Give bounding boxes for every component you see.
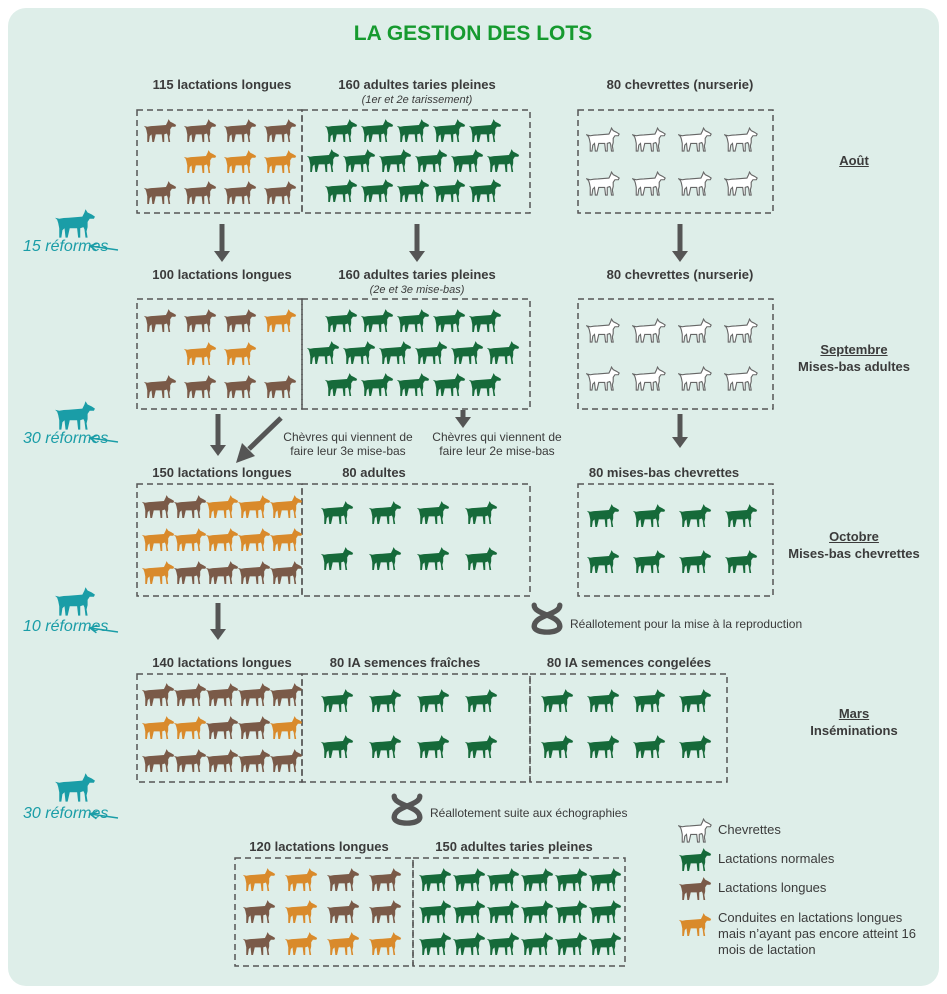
normal-goat-icon	[469, 309, 501, 332]
normal-goat-icon	[465, 501, 497, 524]
normal-goat-icon	[725, 504, 757, 527]
conduite-goat-icon	[238, 528, 270, 551]
normal-goat-icon	[321, 547, 353, 570]
conduite-goat-icon	[142, 716, 174, 739]
normal-goat-icon	[419, 900, 451, 923]
legend-label-longue: Lactations longues	[718, 880, 827, 895]
longue-goat-icon	[144, 119, 176, 142]
normal-goat-icon	[453, 900, 485, 923]
longue-goat-icon	[224, 181, 256, 204]
normal-goat-icon	[679, 735, 711, 758]
conduite-goat-icon	[238, 495, 270, 518]
normal-goat-icon	[307, 341, 339, 364]
normal-goat-icon	[679, 848, 711, 871]
normal-goat-icon	[633, 735, 665, 758]
normal-goat-icon	[633, 689, 665, 712]
longue-goat-icon	[243, 932, 275, 955]
reforme-goat-icon	[55, 587, 95, 615]
month-label: Octobre Mises-bas chevrettes	[788, 529, 920, 561]
normal-goat-icon	[397, 119, 429, 142]
conduite-goat-icon	[142, 561, 174, 584]
normal-goat-icon	[521, 868, 553, 891]
group-box	[530, 674, 727, 782]
normal-goat-icon	[415, 149, 447, 172]
reforme-goat-icon	[55, 773, 95, 801]
normal-goat-icon	[419, 932, 451, 955]
reforme-goat-icon	[55, 401, 95, 429]
longue-goat-icon	[174, 561, 206, 584]
conduite-goat-icon	[285, 868, 317, 891]
normal-goat-icon	[379, 149, 411, 172]
conduite-goat-icon	[369, 932, 401, 955]
chevrette-goat-icon	[725, 128, 757, 151]
normal-goat-icon	[589, 900, 621, 923]
normal-goat-icon	[587, 504, 619, 527]
normal-goat-icon	[521, 900, 553, 923]
normal-goat-icon	[417, 501, 449, 524]
reforme-label: 30 réformes	[23, 805, 109, 822]
normal-goat-icon	[415, 341, 447, 364]
group-label: 100 lactations longues	[152, 267, 292, 282]
longue-goat-icon	[369, 900, 401, 923]
chevrette-goat-icon	[633, 128, 665, 151]
reforme-label: 15 réformes	[23, 238, 109, 255]
longue-goat-icon	[184, 309, 216, 332]
chevrette-goat-icon	[679, 128, 711, 151]
conduite-goat-icon	[270, 528, 302, 551]
normal-goat-icon	[369, 735, 401, 758]
chevrette-goat-icon	[587, 319, 619, 342]
legend-label-normal: Lactations normales	[718, 851, 835, 866]
conduite-goat-icon	[174, 716, 206, 739]
conduite-goat-icon	[224, 150, 256, 173]
conduite-goat-icon	[184, 150, 216, 173]
month-label: Septembre Mises-bas adultes	[798, 342, 910, 374]
chevrette-goat-icon	[587, 367, 619, 390]
goat-icons	[55, 119, 757, 955]
longue-goat-icon	[184, 375, 216, 398]
conduite-goat-icon	[174, 528, 206, 551]
longue-goat-icon	[264, 119, 296, 142]
longue-goat-icon	[224, 375, 256, 398]
normal-goat-icon	[555, 900, 587, 923]
diagram-title: LA GESTION DES LOTS	[353, 22, 593, 45]
group-box	[302, 484, 530, 596]
normal-goat-icon	[419, 868, 451, 891]
group-label: 80 adultes	[342, 465, 406, 480]
normal-goat-icon	[325, 179, 357, 202]
normal-goat-icon	[321, 689, 353, 712]
longue-goat-icon	[184, 119, 216, 142]
conduite-goat-icon	[224, 342, 256, 365]
normal-goat-icon	[589, 932, 621, 955]
normal-goat-icon	[343, 341, 375, 364]
longue-goat-icon	[270, 749, 302, 772]
group-label: 140 lactations longues	[152, 655, 292, 670]
normal-goat-icon	[521, 932, 553, 955]
conduite-goat-icon	[184, 342, 216, 365]
longue-goat-icon	[144, 309, 176, 332]
chevrette-goat-icon	[725, 367, 757, 390]
normal-goat-icon	[541, 735, 573, 758]
longue-goat-icon	[144, 375, 176, 398]
normal-goat-icon	[587, 689, 619, 712]
group-label: 150 lactations longues	[152, 465, 292, 480]
normal-goat-icon	[325, 309, 357, 332]
normal-goat-icon	[379, 341, 411, 364]
flow-arrow-head	[214, 251, 230, 262]
conduite-goat-icon	[142, 528, 174, 551]
note-second-birth: Chèvres qui viennent de faire leur 2e mise-bas	[432, 430, 562, 458]
flow-arrow-head	[672, 437, 688, 448]
normal-goat-icon	[361, 309, 393, 332]
longue-goat-icon	[174, 495, 206, 518]
month-label: Août	[839, 153, 869, 168]
longue-goat-icon	[369, 868, 401, 891]
longue-goat-icon	[142, 749, 174, 772]
normal-goat-icon	[555, 868, 587, 891]
group-label: 160 adultes taries pleines	[338, 77, 496, 92]
group-label: 80 IA semences congelées	[546, 655, 712, 670]
chevrette-goat-icon	[587, 172, 619, 195]
normal-goat-icon	[541, 689, 573, 712]
normal-goat-icon	[397, 373, 429, 396]
group-box	[578, 110, 773, 213]
normal-goat-icon	[453, 932, 485, 955]
conduite-goat-icon	[270, 716, 302, 739]
longue-goat-icon	[142, 683, 174, 706]
longue-goat-icon	[224, 309, 256, 332]
longue-goat-icon	[184, 181, 216, 204]
group-label: 150 adultes taries pleines	[435, 839, 593, 854]
longue-goat-icon	[144, 181, 176, 204]
normal-goat-icon	[587, 735, 619, 758]
normal-goat-icon	[361, 179, 393, 202]
longue-goat-icon	[264, 181, 296, 204]
reforme-label: 30 réformes	[23, 430, 109, 447]
normal-goat-icon	[555, 932, 587, 955]
group-label: 80 mises-bas chevrettes	[588, 465, 740, 480]
chevrette-goat-icon	[633, 367, 665, 390]
reallocation-icon	[394, 796, 420, 823]
longue-goat-icon	[174, 749, 206, 772]
normal-goat-icon	[325, 373, 357, 396]
longue-goat-icon	[327, 900, 359, 923]
group-label: 160 adultes taries pleines	[338, 267, 496, 282]
conduite-goat-icon	[206, 528, 238, 551]
reforme-goat-icon	[55, 209, 95, 237]
normal-goat-icon	[465, 689, 497, 712]
group-label: 115 lactations longues	[152, 77, 292, 92]
flow-arrow-head	[672, 251, 688, 262]
group-label: 80 IA semences fraîches	[329, 655, 481, 670]
conduite-goat-icon	[264, 309, 296, 332]
longue-goat-icon	[206, 716, 238, 739]
normal-goat-icon	[369, 501, 401, 524]
group-label: 80 chevrettes (nurserie)	[606, 77, 754, 92]
longue-goat-icon	[206, 683, 238, 706]
conduite-goat-icon	[243, 868, 275, 891]
normal-goat-icon	[417, 689, 449, 712]
normal-goat-icon	[361, 119, 393, 142]
flow-arrow-head	[455, 417, 471, 428]
normal-goat-icon	[633, 504, 665, 527]
normal-goat-icon	[321, 501, 353, 524]
normal-goat-icon	[433, 119, 465, 142]
normal-goat-icon	[453, 868, 485, 891]
note-third-birth: Chèvres qui viennent de faire leur 3e mise-bas	[283, 430, 413, 458]
group-sublabel: (2e et 3e mise-bas)	[369, 284, 465, 296]
longue-goat-icon	[270, 683, 302, 706]
longue-goat-icon	[174, 683, 206, 706]
longue-goat-icon	[238, 561, 270, 584]
normal-goat-icon	[433, 373, 465, 396]
longue-goat-icon	[206, 749, 238, 772]
conduite-goat-icon	[679, 913, 711, 936]
normal-goat-icon	[487, 868, 519, 891]
normal-goat-icon	[465, 735, 497, 758]
normal-goat-icon	[589, 868, 621, 891]
normal-goat-icon	[397, 309, 429, 332]
conduite-goat-icon	[264, 150, 296, 173]
reallocation-label: Réallotement pour la mise à la reproduction	[570, 617, 803, 631]
longue-goat-icon	[206, 561, 238, 584]
normal-goat-icon	[417, 547, 449, 570]
normal-goat-icon	[469, 179, 501, 202]
longue-goat-icon	[327, 868, 359, 891]
normal-goat-icon	[361, 373, 393, 396]
reallocation-icon	[534, 605, 560, 632]
normal-goat-icon	[397, 179, 429, 202]
chevrette-goat-icon	[725, 172, 757, 195]
normal-goat-icon	[465, 547, 497, 570]
flow-arrow-head	[210, 629, 226, 640]
longue-goat-icon	[238, 716, 270, 739]
normal-goat-icon	[451, 341, 483, 364]
chevrette-goat-icon	[679, 319, 711, 342]
reforme-label: 10 réformes	[23, 618, 109, 635]
group-box	[578, 484, 773, 596]
longue-goat-icon	[679, 877, 711, 900]
normal-goat-icon	[369, 547, 401, 570]
legend-icons	[679, 819, 711, 936]
normal-goat-icon	[679, 689, 711, 712]
normal-goat-icon	[679, 550, 711, 573]
normal-goat-icon	[417, 735, 449, 758]
normal-goat-icon	[633, 550, 665, 573]
conduite-goat-icon	[206, 495, 238, 518]
longue-goat-icon	[238, 749, 270, 772]
normal-goat-icon	[433, 179, 465, 202]
group-sublabel: (1er et 2e tarissement)	[361, 94, 473, 106]
longue-goat-icon	[142, 495, 174, 518]
chevrette-goat-icon	[679, 819, 711, 842]
chevrette-goat-icon	[725, 319, 757, 342]
normal-goat-icon	[433, 309, 465, 332]
chevrette-goat-icon	[587, 128, 619, 151]
group-box	[302, 674, 530, 782]
normal-goat-icon	[369, 689, 401, 712]
normal-goat-icon	[451, 149, 483, 172]
flow-arrow-head	[409, 251, 425, 262]
legend-label-chevrette: Chevrettes	[718, 822, 781, 837]
reallocation-icons	[394, 605, 560, 823]
normal-goat-icon	[469, 119, 501, 142]
group-box	[578, 299, 773, 409]
conduite-goat-icon	[327, 932, 359, 955]
chevrette-goat-icon	[679, 367, 711, 390]
normal-goat-icon	[469, 373, 501, 396]
conduite-goat-icon	[285, 900, 317, 923]
normal-goat-icon	[487, 900, 519, 923]
normal-goat-icon	[325, 119, 357, 142]
conduite-goat-icon	[270, 495, 302, 518]
flow-arrow-head	[210, 445, 226, 456]
normal-goat-icon	[307, 149, 339, 172]
normal-goat-icon	[679, 504, 711, 527]
normal-goat-icon	[487, 341, 519, 364]
normal-goat-icon	[343, 149, 375, 172]
longue-goat-icon	[224, 119, 256, 142]
group-label: 80 chevrettes (nurserie)	[606, 267, 754, 282]
chevrette-goat-icon	[633, 172, 665, 195]
longue-goat-icon	[270, 561, 302, 584]
normal-goat-icon	[725, 550, 757, 573]
normal-goat-icon	[321, 735, 353, 758]
longue-goat-icon	[243, 900, 275, 923]
group-label: 120 lactations longues	[249, 839, 389, 854]
longue-goat-icon	[264, 375, 296, 398]
reallocation-label: Réallotement suite aux échographies	[430, 806, 628, 820]
normal-goat-icon	[487, 932, 519, 955]
longue-goat-icon	[238, 683, 270, 706]
month-label: Mars Inséminations	[810, 706, 898, 738]
legend-label-conduite: Conduites en lactations longues mais n’ayant pas encore atteint 16 mois de lactation	[718, 910, 917, 957]
chevrette-goat-icon	[679, 172, 711, 195]
normal-goat-icon	[587, 550, 619, 573]
chevrette-goat-icon	[633, 319, 665, 342]
conduite-goat-icon	[285, 932, 317, 955]
normal-goat-icon	[487, 149, 519, 172]
